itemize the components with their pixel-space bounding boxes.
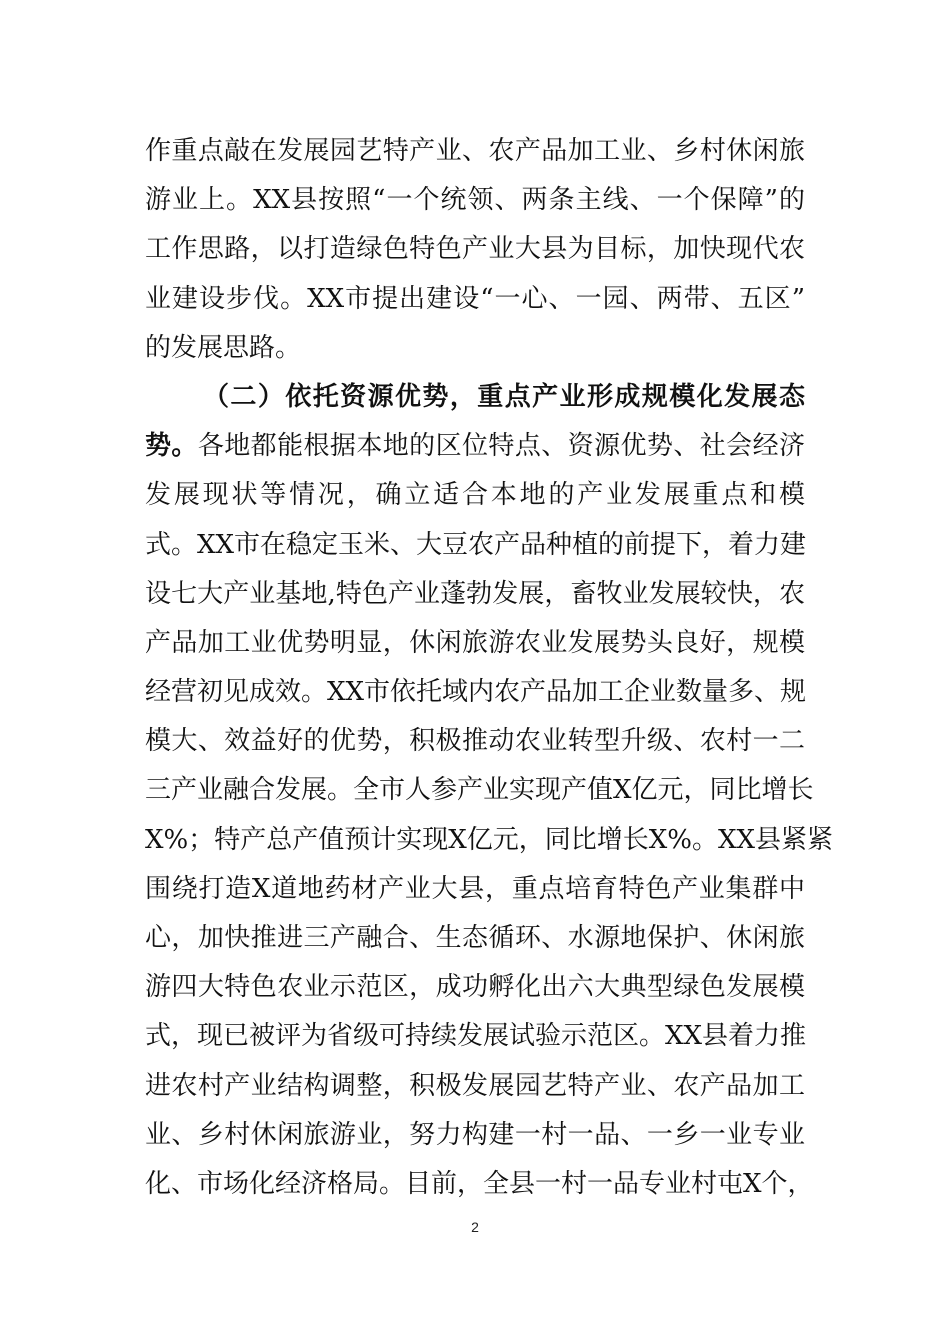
text-line: 心，加快推进三产融合、生态循环、水源地保护、休闲旅 (145, 923, 805, 953)
text-line: 式。XX市在稳定玉米、大豆农产品种植的前提下，着力建 (145, 529, 807, 560)
text-line: 经营初见成效。XX市依托域内农产品加工企业数量多、规 (145, 677, 807, 708)
section-heading: （二）依托资源优势，重点产业形成规模化发展态 (203, 381, 805, 412)
text-line: 式，现已被评为省级可持续发展试验示范区。XX县着力推 (145, 1021, 807, 1052)
text-line-rest: 各地都能根据本地的区位特点、资源优势、社会经济 (197, 431, 805, 462)
text-line: 业建设步伐。XX市提出建设“一心、一园、两带、五区” (145, 283, 805, 314)
section-heading-end: 势。 (145, 431, 198, 462)
text-line: 化、市场化经济格局。目前，全县一村一品专业村屯X个， (145, 1168, 814, 1199)
text-line: 设七大产业基地,特色产业蓬勃发展，畜牧业发展较快，农 (145, 578, 805, 609)
text-line: 游业上。XX县按照“一个统领、两条主线、一个保障”的 (145, 185, 805, 216)
text-line: 业、乡村休闲旅游业，努力构建一村一品、一乡一业专业 (145, 1119, 805, 1150)
text-line: X%；特产总产值预计实现X亿元，同比增长X%。XX县紧紧 (145, 824, 833, 855)
text-line: 进农村产业结构调整，积极发展园艺特产业、农产品加工 (145, 1070, 805, 1101)
text-line: 工作思路，以打造绿色特色产业大县为目标，加快现代农 (145, 234, 805, 265)
text-line: 发展现状等情况，确立适合本地的产业发展重点和模 (145, 480, 805, 511)
page-number: 2 (471, 1219, 479, 1235)
text-line (145, 422, 805, 471)
text-line: 作重点敲在发展园艺特产业、农产品加工业、乡村休闲旅 (145, 136, 805, 166)
text-line: 游四大特色农业示范区，成功孵化出六大典型绿色发展模 (145, 972, 805, 1003)
text-line: 的发展思路。 (145, 332, 302, 363)
text-line: 产品加工业优势明显，休闲旅游农业发展势头良好，规模 (145, 627, 805, 658)
text-line: 模大、效益好的优势，积极推动农业转型升级、农村一二 (145, 726, 805, 757)
body-text (145, 127, 833, 1209)
text-line: 围绕打造X道地药材产业大县，重点培育特色产业集群中 (145, 873, 805, 904)
text-line: 三产业融合发展。全市人参产业实现产值X亿元，同比增长 (145, 775, 814, 806)
